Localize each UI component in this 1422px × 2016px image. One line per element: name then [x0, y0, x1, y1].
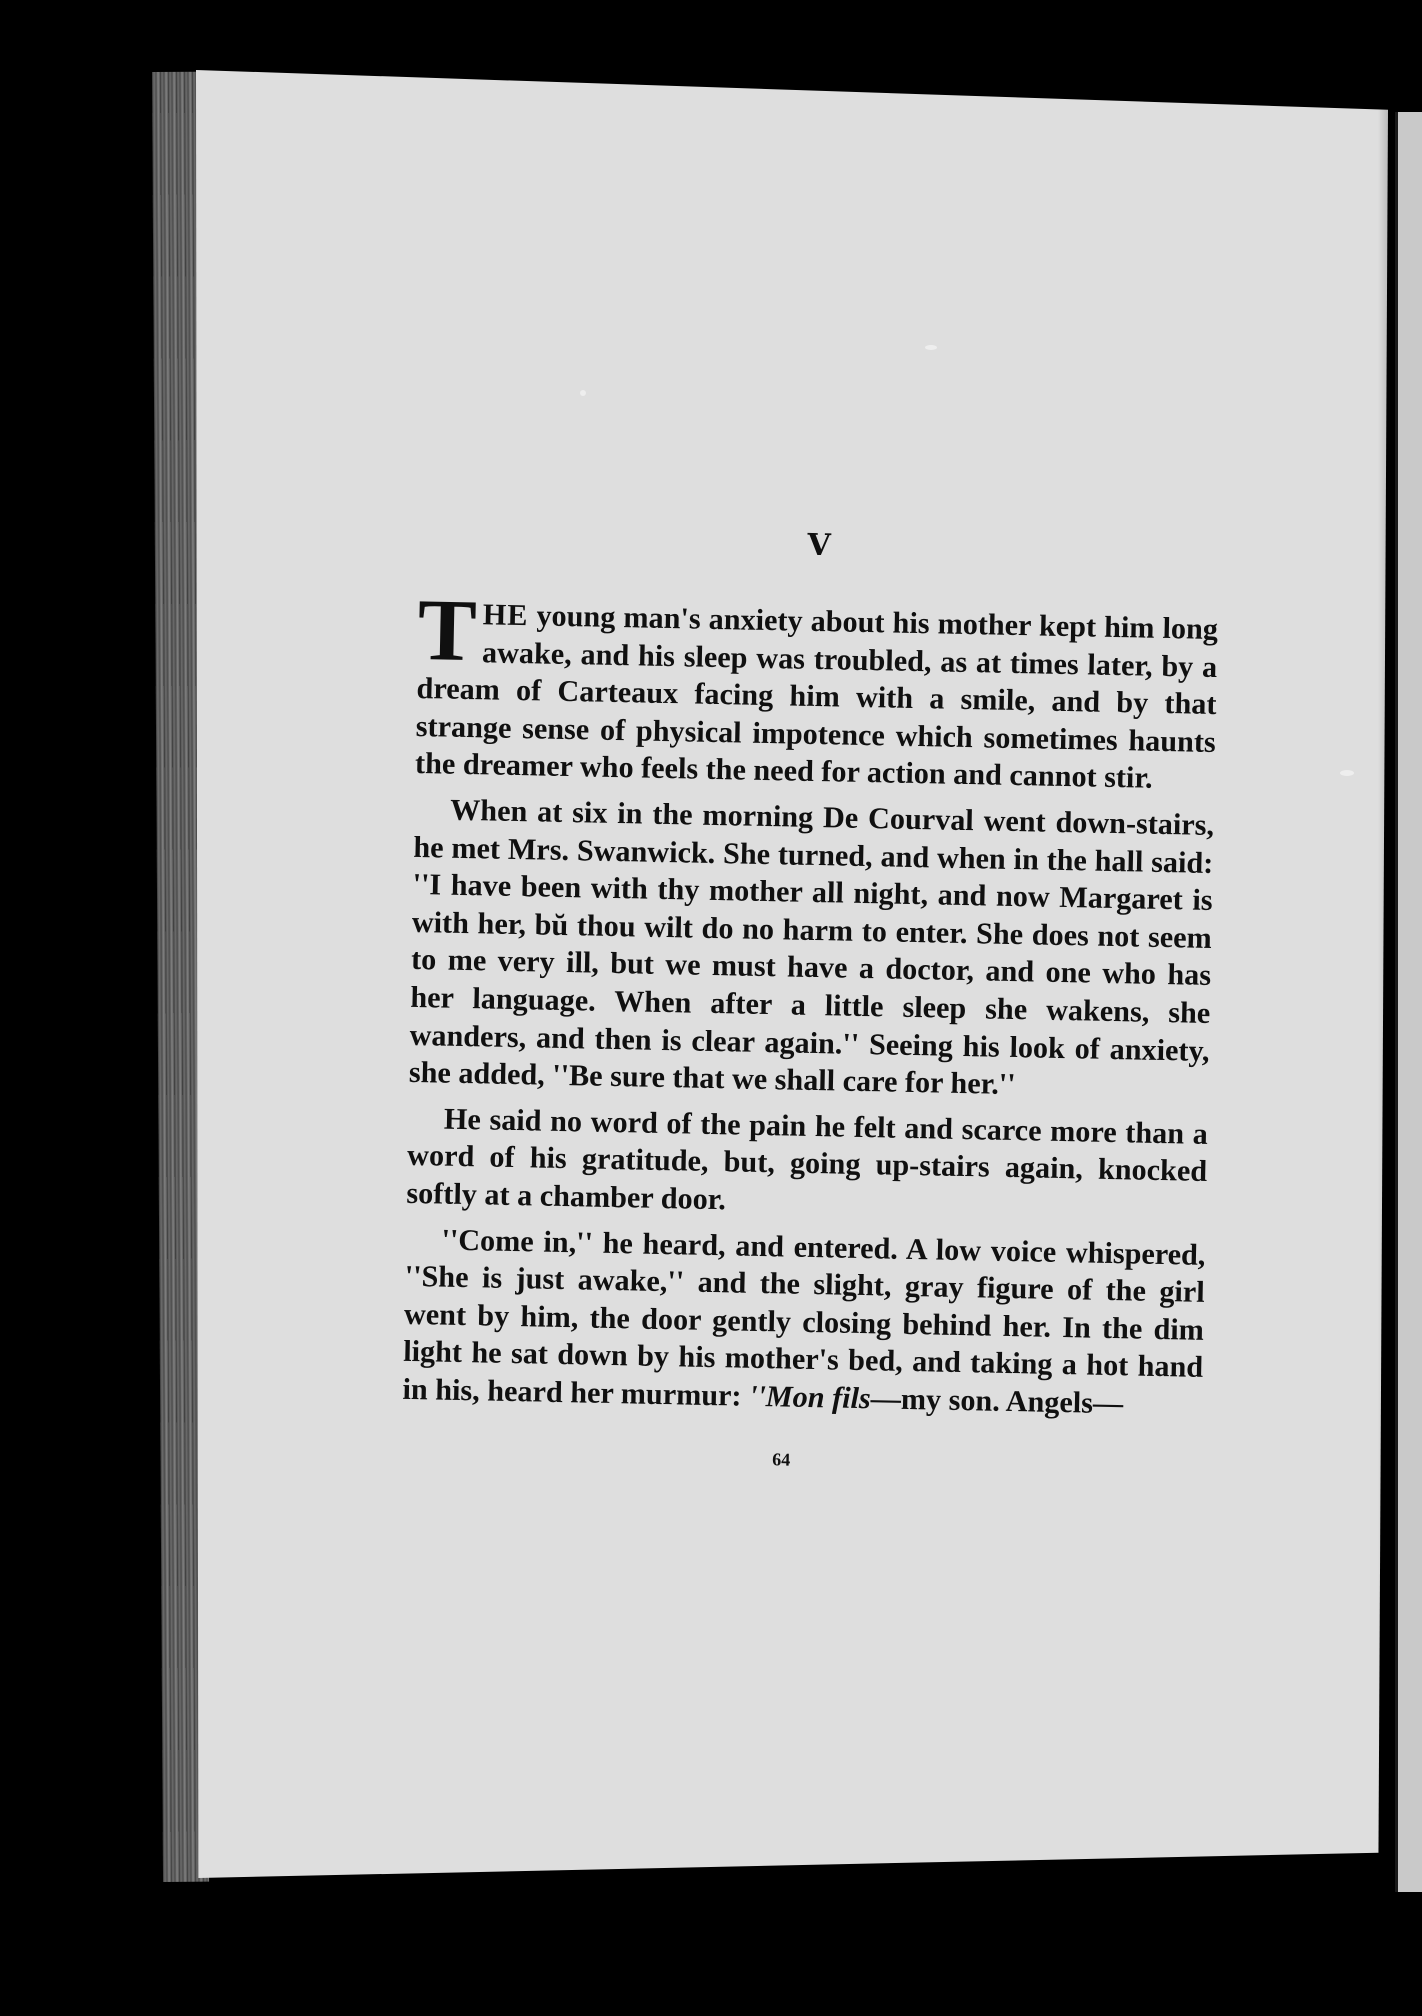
- paragraph-4-italic: ''Mon fils: [748, 1378, 872, 1416]
- scan-speck: [580, 390, 586, 396]
- paragraph-2: When at six in the morning De Courval went down-stairs, he met Mrs. Swanwick. She turned, and when in the hall said: ''I have been with thy mother all night, and now Margaret is with her, bŭ thou wilt do no harm to enter. She does not seem to me very ill, but we must have a doctor, and one who has her language. When after a little sleep she wakens, she wanders, and then is clear again.'' Seeing his look of anxiety, she added, ''Be sure that we shall care for her.'': [408, 792, 1215, 1102]
- paragraph-4-text: ''Come in,'' he heard, and entered. A low voice whispered, ''She is just awake,'' and the slight, gray figure of the girl went by him, the door gently closing behind her. In the dim light he sat down by his mother's bed, and taking a hot hand in his, heard her murmur:: [402, 1222, 1206, 1413]
- text-block: [401, 520, 1220, 1479]
- paragraph-4-tail: —my son. Angels—: [870, 1381, 1124, 1421]
- chapter-heading: V: [807, 527, 833, 564]
- scan-speck: [925, 345, 937, 350]
- paragraph-3: He said no word of the pain he felt and scarce more than a word of his gratitude, but, going up-stairs again, knocked softly at a chamber door.: [406, 1101, 1209, 1217]
- paragraph-1-text: young man's anxiety about his mother kept him long awake, and his sleep was troubled, as at times later, by a dream of Carteaux facing him with a smile, and by that strange sense of physical impotence which sometimes haunts the dreamer who feels the need for action and cannot stir.: [414, 598, 1219, 796]
- drop-cap: T: [416, 581, 478, 681]
- scan-speck: [1340, 770, 1354, 776]
- page-number: 64: [772, 1449, 791, 1471]
- facing-page-edge: [1395, 112, 1422, 1892]
- paragraph-4: [402, 1220, 1206, 1424]
- paragraph-lead-word: HE: [482, 597, 529, 633]
- paragraph-1: [414, 581, 1219, 799]
